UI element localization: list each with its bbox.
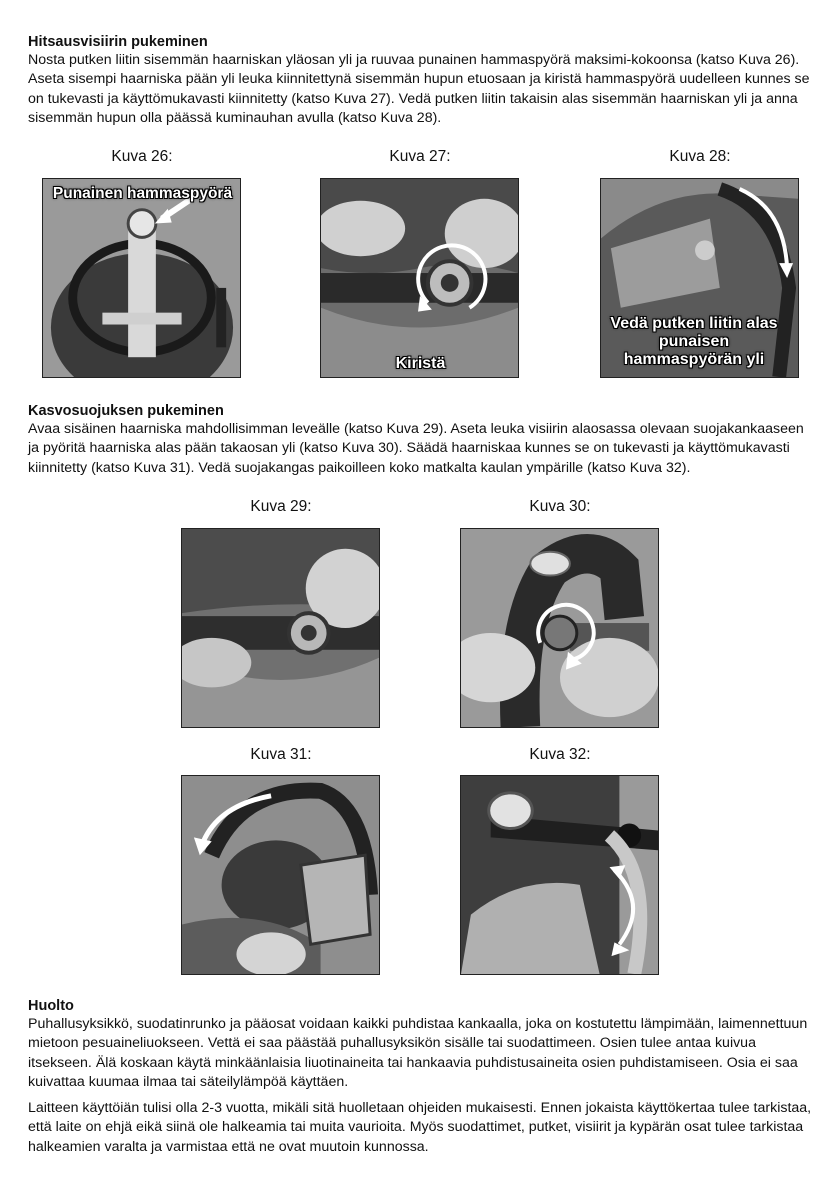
face-shield-section [28, 402, 818, 478]
maintenance-section [28, 997, 818, 1157]
section-title: Huolto [28, 998, 74, 1014]
section-text: Nosta putken liitin sisemmän haarniskan yläosan yli ja ruuvaa punainen hammaspyörä maksimi-kokoonsa (katso Kuva 26). Aseta sisempi haarniska pään yli leuka kiinnitettynä sisemmän hupun etuosaan ja kiristä hammaspyörä uudelleen kunnes se on tukevasti ja käyttömukavasti kiinnitetty (katso Kuva 27). Vedä putken liitin takaisin alas sisemmän haarniskan yli ja anna sisemmän hupun olla päässä kuminauhan avulla (katso Kuva 28). [28, 52, 810, 126]
section-text: Avaa sisäinen haarniska mahdollisimman leveälle (katso Kuva 29). Aseta leuka visiirin alaosassa olevaan suojakankaaseen ja pyöritä haarniska alas pään takaosan yli (katso Kuva 30). Säädä haarniskaa kunnes se on tukevasti ja käyttömukavasti kiinnitetty (katso Kuva 31). Vedä suojakangas paikoilleen koko matkalta kaulan ympärille (katso Kuva 32). [28, 421, 804, 476]
figure-caption-30: Kuva 30: [529, 498, 591, 515]
visor-section [28, 33, 818, 128]
figure-28-photo [600, 178, 799, 378]
figure-32-photo [460, 775, 659, 975]
section-text-1: Puhallusyksikkö, suodatinrunko ja pääosat voidaan kaikki puhdistaa kankaalla, joka on kostutettu lämpimään, laimennettuun mietoon pesuaineliuokseen. Vettä ei saa päästää puhallusyksikön sisälle tai suodattimeen. Osien tulee antaa kuivua itsekseen. Älä koskaan käytä minkäänlaisia liuotinaineita tai hankaavia puhdistusaineita osien puhdistamiseen. Osia ei saa kuivattaa kuumaa ilmaa tai säteilylämpöä käyttäen. [28, 1016, 808, 1090]
figure-31-photo [181, 775, 380, 975]
section-title: Kasvosuojuksen pukeminen [28, 403, 224, 419]
section-title: Hitsausvisiirin pukeminen [28, 34, 208, 50]
section-text-2: Laitteen käyttöiän tulisi olla 2-3 vuotta, mikäli sitä huolletaan ohjeiden mukaisesti. Ennen jokaista käyttökertaa tulee tarkistaa, että laite on ehjä eikä siinä ole halkeamia tai muita vaurioita. Myös suodattimet, putket, visiirit ja kypärän osat tulee tarkistaa halkeamien varalta ja varmistaa että ne ovat muutoin kunnossa. [28, 1100, 812, 1155]
figure-28-label: Vedä putken liitin alas punaisen hammaspyörän yli [610, 315, 778, 368]
figure-caption-26: Kuva 26: [111, 148, 173, 165]
figure-26-photo [42, 178, 241, 378]
figure-caption-32: Kuva 32: [529, 746, 591, 763]
figure-29-photo [181, 528, 380, 728]
figure-27-photo [320, 178, 519, 378]
figure-caption-27: Kuva 27: [389, 148, 451, 165]
figure-caption-31: Kuva 31: [250, 746, 312, 763]
figure-27-label: Kiristä [395, 355, 446, 372]
figure-caption-28: Kuva 28: [669, 148, 731, 165]
figure-caption-29: Kuva 29: [250, 498, 312, 515]
figure-26-label: Punainen hammaspyörä [52, 185, 233, 202]
figure-30-photo [460, 528, 659, 728]
